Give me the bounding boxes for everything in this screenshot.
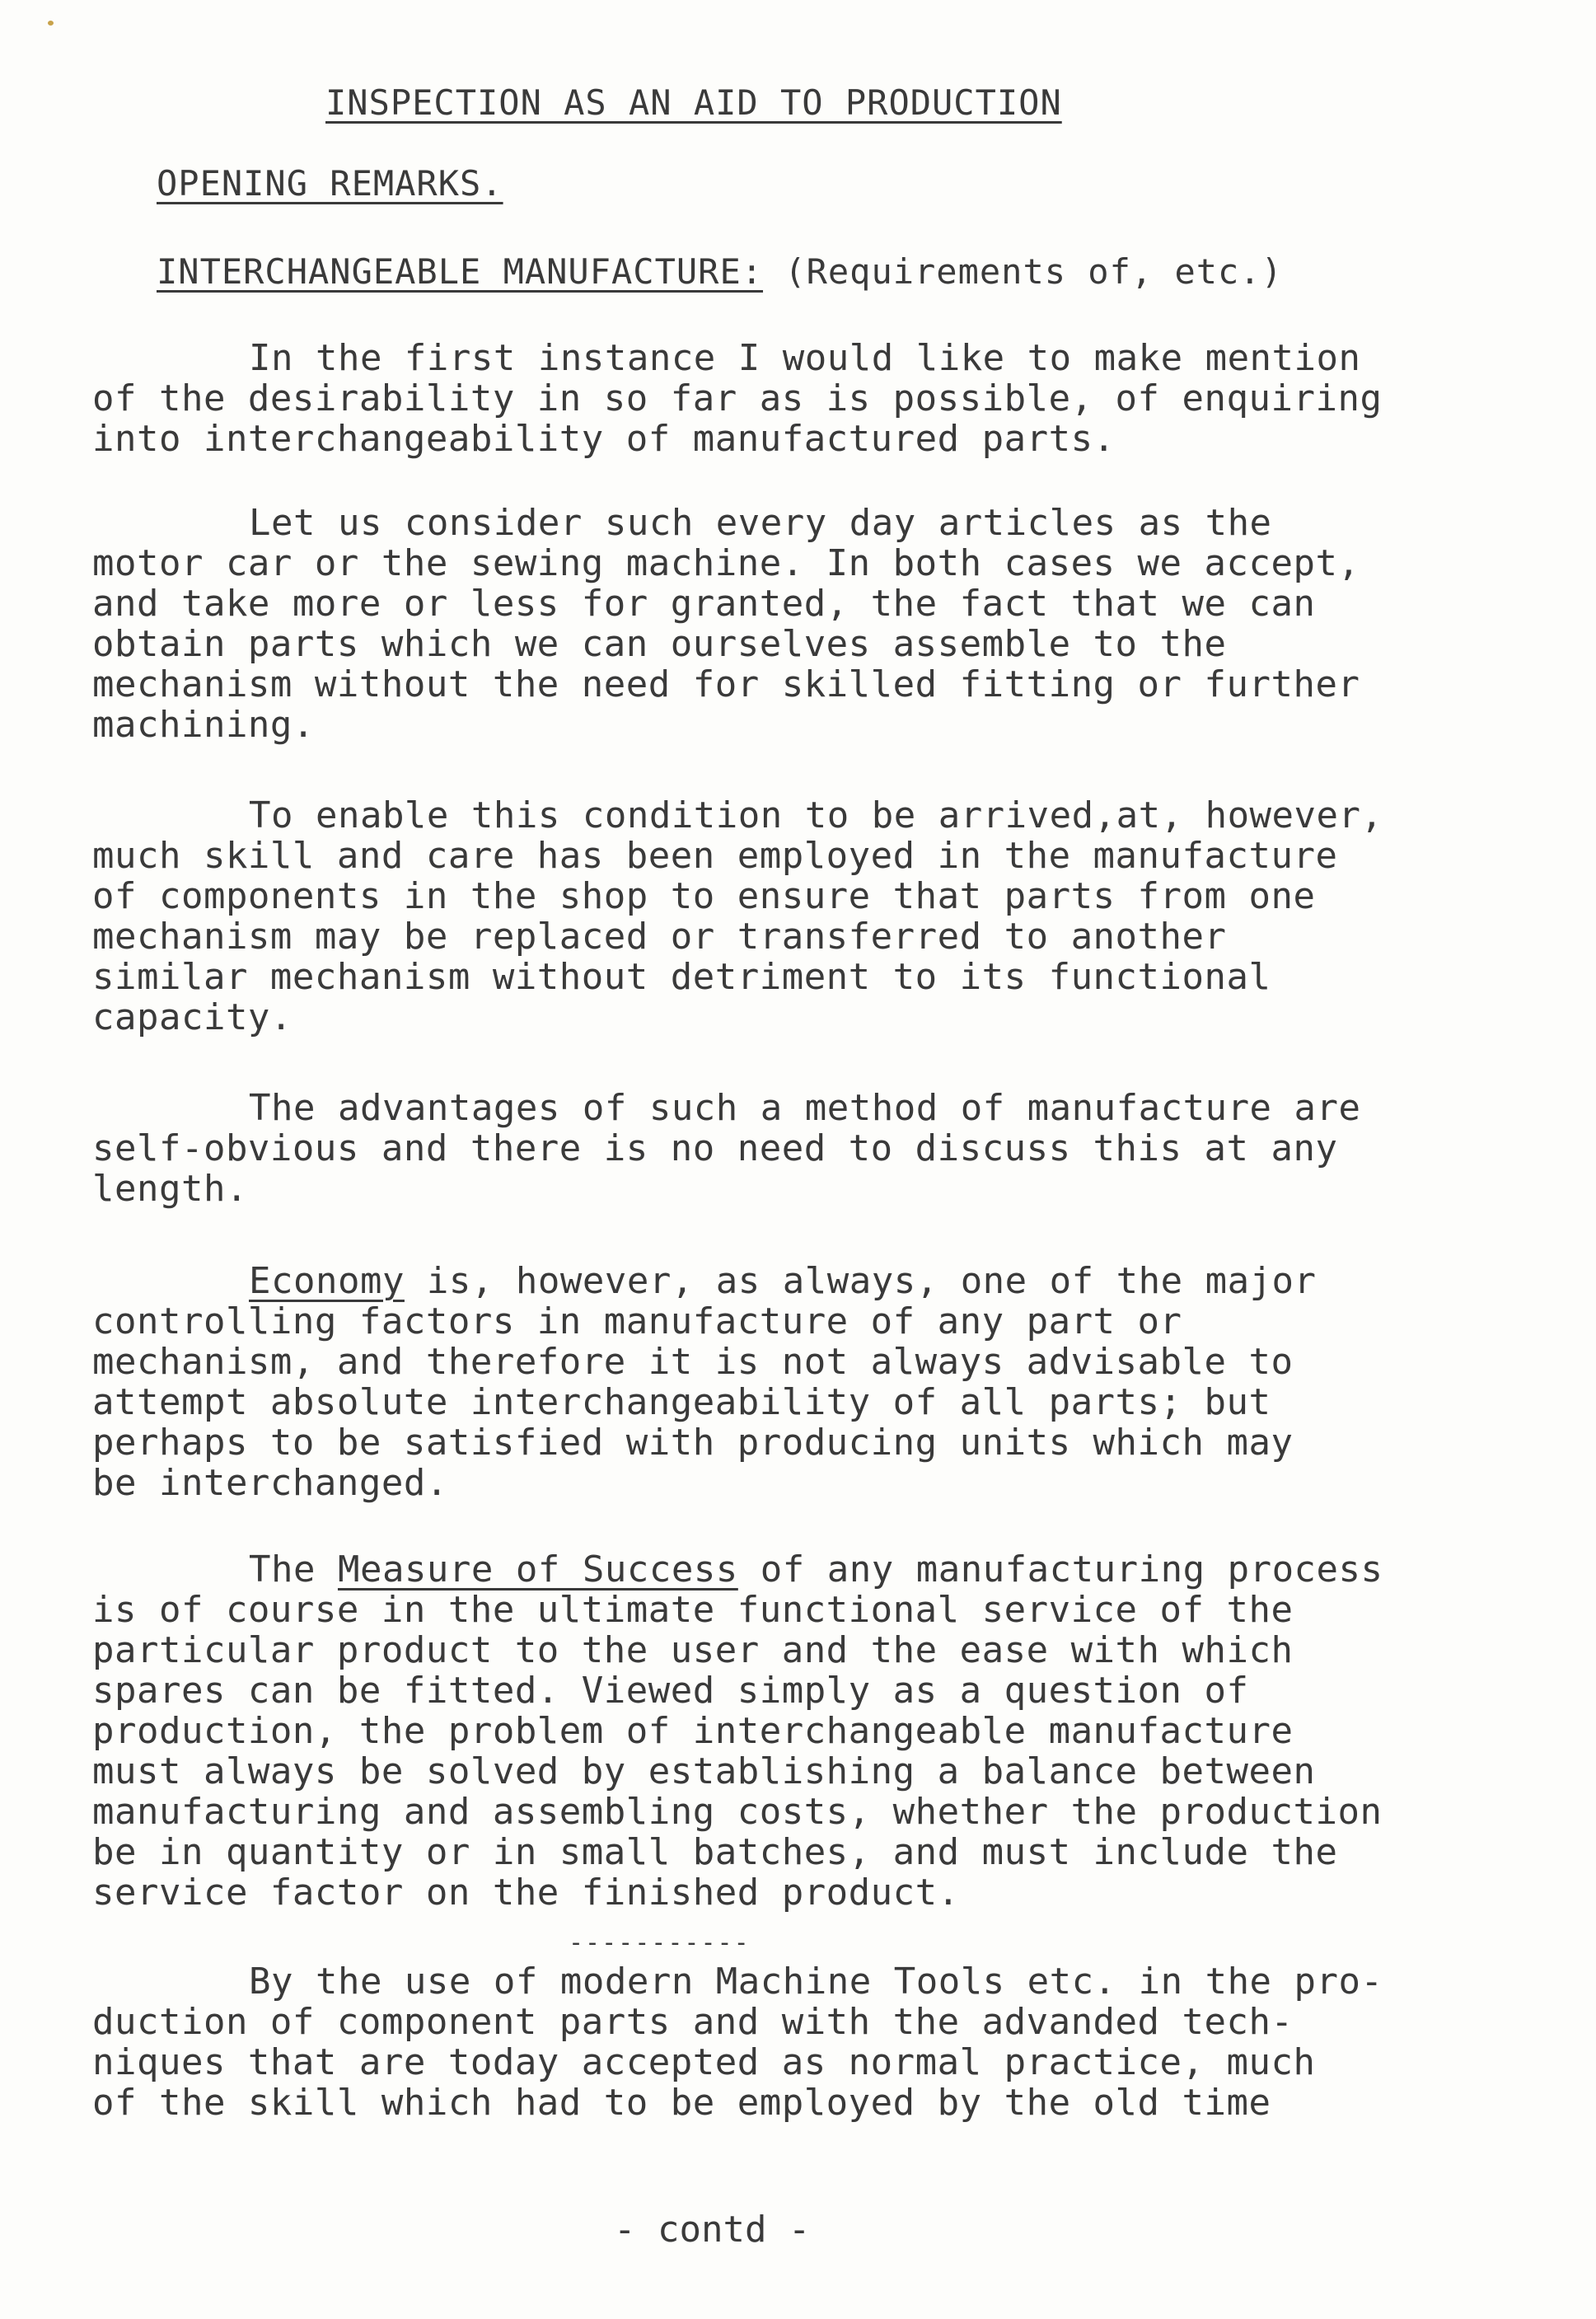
paragraph-5: [92, 1261, 1542, 1503]
paragraph-2: [92, 503, 1542, 745]
paragraph-4: [92, 1088, 1542, 1209]
continued-footer: - contd -: [614, 2209, 811, 2251]
document-title: INSPECTION AS AN AID TO PRODUCTION: [325, 82, 1062, 123]
paragraph-6-text: of any manufacturing process is of course in the ultimate functional service of the particular product to the user and the ease with which spares can be fitted. Viewed simply as a question of production, the problem of interchangeable manufacture must always be solved by establishing a balance between manufacturing and assembling costs, whether the production be in quantity or in small batches, and must include the service factor on the finished product.: [92, 1548, 1383, 1914]
paragraph-6: [92, 1549, 1542, 1913]
paragraph-7: [92, 1961, 1542, 2123]
paragraph-7-text: By the use of modern Machine Tools etc. in the pro- duction of component parts and with the advanded tech- niques that are today accepted as normal practice, much of the skill which had to be employed by the old time: [92, 1961, 1383, 2124]
paragraph-5-term: Economy: [249, 1260, 405, 1302]
paragraph-2-text: Let us consider such every day articles as the motor car or the sewing machine. In both cases we accept, and take more or less for granted, the fact that we can obtain parts which we can ourselves assemble to the mechanism without the need for skilled fitting or further machining.: [92, 502, 1360, 746]
paragraph-5-text: is, however, as always, one of the major controlling factors in manufacture of any part or mechanism, and therefore it is not always advisable to attempt absolute interchangeability of all parts; but perhaps to be satisfied with producing units which may be interchanged.: [92, 1260, 1317, 1504]
interchangeable-heading-text: INTERCHANGEABLE MANUFACTURE:: [157, 251, 764, 292]
paper-speck: [48, 21, 54, 26]
paragraph-4-text: The advantages of such a method of manufacture are self-obvious and there is no need to discuss this at any length.: [92, 1087, 1361, 1210]
paragraph-3: [92, 795, 1542, 1038]
section-heading-interchangeable: [157, 251, 1283, 292]
paragraph-6-term: Measure of Success: [337, 1548, 738, 1591]
section-heading-opening: OPENING REMARKS.: [157, 163, 503, 204]
paragraph-1: [92, 338, 1542, 459]
interchangeable-heading-note: (Requirements of, etc.): [763, 251, 1283, 292]
paragraph-1-text: In the first instance I would like to make mention of the desirability in so far as is possible, of enquiring into interchangeability of manufactured parts.: [92, 337, 1383, 460]
paragraph-3-text: To enable this condition to be arrived,at, however, much skill and care has been employed in the manufacture of components in the shop to ensure that parts from one mechanism may be replaced or transferred to another similar mechanism without detriment to its functional capacity.: [92, 794, 1383, 1038]
paragraph-6-lead: The: [249, 1548, 338, 1591]
dashed-separator: -----------: [569, 1928, 751, 1957]
